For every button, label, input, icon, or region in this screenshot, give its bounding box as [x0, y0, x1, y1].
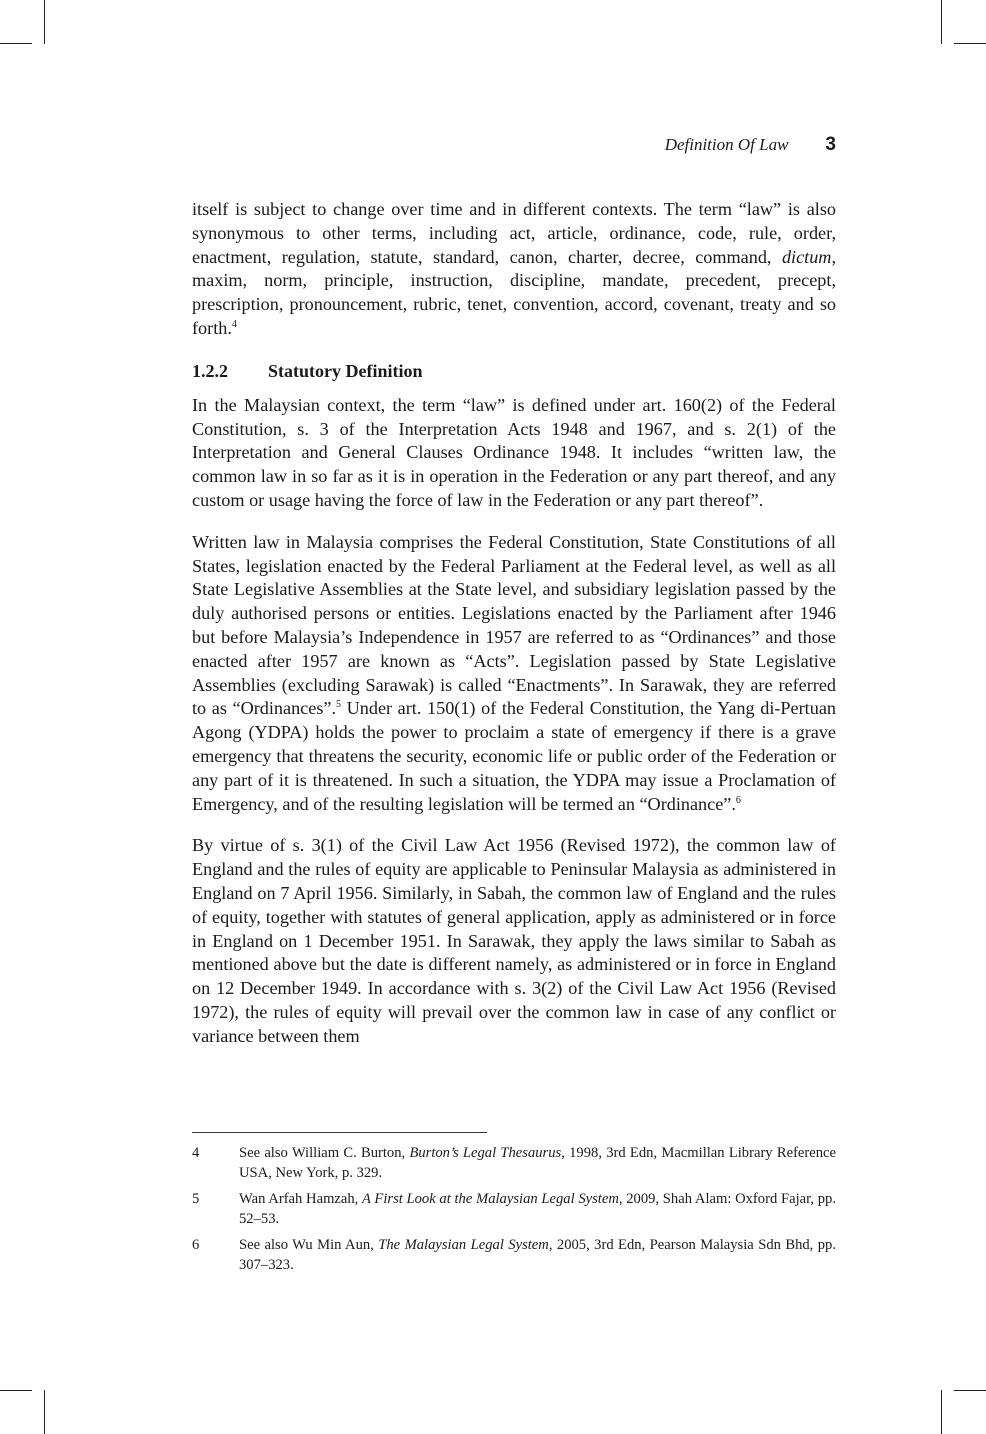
written-law-text-continued: Under art. 150(1) of the Federal Constitution, the Yang di-Pertuan Agong (YDPA) holds the power to proclaim a state of emergency if there is a grave emergency that threatens the security, economic life or public order of the Federation or any part of it is threatened. In such a situation, the YDPA may issue a Proclamation of Emergency, and of the resulting legislation will be termed an “Ordinance”. [192, 698, 836, 814]
body-text [192, 198, 836, 1049]
running-head [192, 134, 836, 160]
crop-mark-top-right-horizontal [954, 43, 986, 44]
footnote-text [239, 1143, 836, 1183]
written-law-text: Written law in Malaysia comprises the Federal Constitution, State Constitutions of all States, legislation enacted by the Federal Parliament at the Federal level, as well as all State Legislative Assemblies at the State level, and subsidiary legislation passed by the duly authorised persons or entities. Legislations enacted by the Parliament after 1946 but before Malaysia’s Independence in 1957 are referred to as “Ordinances” and those enacted after 1957 are known as “Acts”. Legislation passed by State Legislative Assemblies (excluding Sarawak) is called “Enactments”. In Sarawak, they are referred to as “Ordinances”. [192, 531, 836, 719]
footnote-number: 5 [192, 1191, 200, 1207]
footnote [192, 1143, 836, 1183]
intro-text-continued: , maxim, norm, principle, instruction, discipline, mandate, precedent, precept, prescription, pronouncement, rubric, tenet, convention, accord, covenant, treaty and so forth. [192, 246, 836, 338]
paragraph-statutory-definition: In the Malaysian context, the term “law” is defined under art. 160(2) of the Federal Constitution, s. 3 of the Interpretation Acts 1948 and 1967, and s. 2(1) of the Interpretation and General Clauses Ordinance 1948. It includes “written law, the common law in so far as it is in operation in the Federation or any part thereof, and any custom or usage having the force of law in the Federation or any part thereof”. [192, 394, 836, 510]
running-title: Definition Of Law [664, 135, 789, 154]
crop-mark-bottom-left-horizontal [0, 1390, 32, 1391]
crop-mark-bottom-right-vertical [941, 1390, 942, 1434]
footnote [192, 1189, 836, 1229]
paragraph-civil-law-act: By virtue of s. 3(1) of the Civil Law Act 1956 (Revised 1972), the common law of England and the rules of equity are applicable to Peninsular Malaysia as administered in England on 7 April 1956. Similarly, in Sabah, the common law of England and the rules of equity, together with statutes of general application, apply as administered or in force in England on 1 December 1951. In Sarawak, they apply the laws similar to Sabah as mentioned above but the date is different namely, as administered or in force in England on 12 December 1949. In accordance with s. 3(2) of the Civil Law Act 1956 (Revised 1972), the rules of equity will prevail over the common law in case of any conflict or variance between them [192, 835, 836, 1046]
footnote-number: 6 [192, 1237, 200, 1253]
footnote-text-before: See also William C. Burton, [239, 1145, 410, 1161]
crop-mark-top-right-vertical [941, 0, 942, 44]
section-title: Statutory Definition [268, 360, 423, 381]
footnote-text-before: Wan Arfah Hamzah, [239, 1191, 363, 1207]
footnote-rule [192, 1132, 487, 1133]
footnote-ref-6: 6 [735, 794, 741, 806]
intro-paragraph [192, 198, 836, 341]
page-number: 3 [825, 134, 836, 155]
crop-mark-bottom-left-vertical [44, 1390, 45, 1434]
footnote-text-after: , 2009, Shah Alam: Oxford Fajar, pp. 52–53. [239, 1191, 836, 1227]
crop-mark-top-left-horizontal [0, 43, 32, 44]
intro-text: itself is subject to change over time and in different contexts. The term “law” is also synonymous to other terms, including act, article, ordinance, code, rule, order, enactment, regulation, statute, standard, canon, charter, decree, command, [192, 199, 836, 267]
paragraph-written-law [192, 531, 836, 817]
footnote-title: Burton’s Legal Thesaurus [409, 1145, 562, 1161]
footnote-text [239, 1235, 836, 1275]
crop-mark-bottom-right-horizontal [954, 1390, 986, 1391]
footnote-text-after: , 1998, 3rd Edn, Macmillan Library Reference USA, New York, p. 329. [239, 1145, 836, 1181]
footnote-number: 4 [192, 1145, 200, 1161]
section-heading [192, 359, 836, 383]
intro-italic-term: dictum [781, 246, 832, 267]
footnote-title: The Malaysian Legal System [378, 1237, 549, 1253]
footnote-text-after: , 2005, 3rd Edn, Pearson Malaysia Sdn Bhd, pp. 307–323. [239, 1237, 836, 1273]
footnote-ref-4: 4 [231, 318, 237, 330]
footnote [192, 1235, 836, 1275]
section-number: 1.2.2 [192, 360, 228, 381]
crop-mark-top-left-vertical [44, 0, 45, 44]
footnotes [192, 1143, 836, 1281]
footnote-title: A First Look at the Malaysian Legal System [362, 1191, 619, 1207]
footnote-ref-5: 5 [336, 699, 342, 711]
footnote-text [239, 1189, 836, 1229]
footnote-text-before: See also Wu Min Aun, [239, 1237, 379, 1253]
